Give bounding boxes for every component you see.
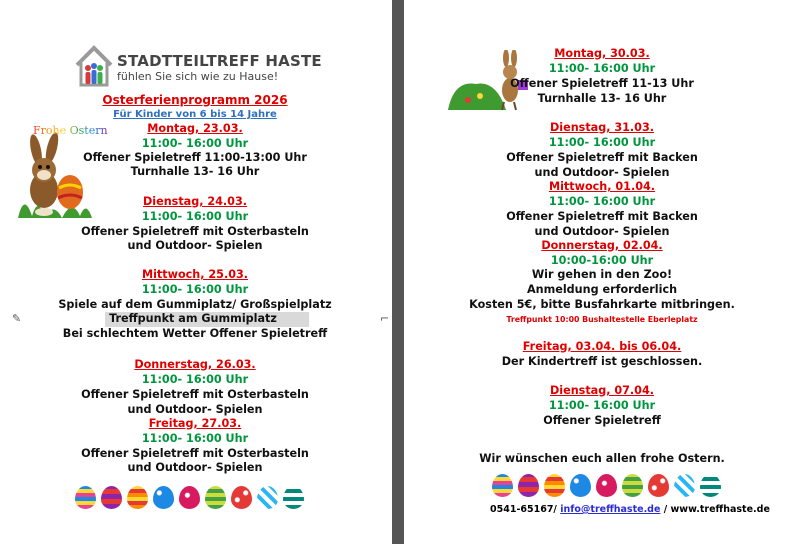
day-activity: Turnhalle 13- 16 Uhr [537, 92, 667, 105]
day-time: 11:00- 16:00 Uhr [141, 210, 249, 223]
easter-egg-icon [101, 486, 122, 509]
easter-egg-icon [153, 486, 174, 509]
day-activity: Offener Spieletreff mit Osterbasteln [81, 225, 309, 238]
comment-marker-icon[interactable]: ✎ [12, 312, 22, 325]
easter-egg-icon [596, 474, 617, 497]
easter-egg-icon [570, 474, 591, 497]
document-page-left [0, 0, 392, 544]
easter-egg-icon [622, 474, 643, 497]
easter-egg-icon [231, 486, 252, 509]
frohe-ostern-label: Frohe Ostern [33, 124, 108, 137]
easter-egg-row [75, 486, 304, 509]
easter-egg-icon [283, 486, 304, 509]
day-date: Freitag, 27.03. [148, 417, 242, 430]
day-activity: und Outdoor- Spielen [127, 403, 263, 416]
program-subheading: Für Kinder von 6 bis 14 Jahre [113, 109, 277, 120]
easter-egg-row [492, 474, 721, 497]
contact-footer [490, 504, 770, 515]
day-date: Dienstag, 07.04. [549, 384, 655, 397]
day-activity-highlighted: Treffpunkt am Gummiplatz [105, 312, 309, 327]
easter-egg-icon [205, 486, 226, 509]
easter-egg-icon [492, 474, 513, 497]
day-activity: Der Kindertreff ist geschlossen. [501, 355, 703, 368]
document-page-right [404, 0, 800, 544]
day-activity: Spiele auf dem Gummiplatz/ Großspielplatz [58, 298, 332, 311]
day-time: 11:00- 16:00 Uhr [548, 136, 656, 149]
day-activity: Offener Spieletreff mit Osterbasteln [81, 388, 309, 401]
easter-egg-icon [544, 474, 565, 497]
logo-subtitle: fühlen Sie sich wie zu Hause! [117, 70, 279, 83]
easter-egg-icon [127, 486, 148, 509]
day-date: Mittwoch, 25.03. [141, 268, 249, 281]
day-activity: Anmeldung erforderlich [526, 283, 678, 296]
footer-phone: 0541-65167/ [490, 504, 561, 515]
day-time: 11:00- 16:00 Uhr [141, 137, 249, 150]
day-activity: Offener Spieletreff [543, 414, 661, 427]
day-activity: Offener Spieletreff mit Backen [506, 210, 698, 223]
day-time: 11:00- 16:00 Uhr [141, 373, 249, 386]
easter-egg-icon [648, 474, 669, 497]
meeting-point-note: Treffpunkt 10:00 Bushaltestelle Eberleplatz [506, 315, 698, 324]
easter-egg-icon [75, 486, 96, 509]
easter-bunny-icon [14, 132, 96, 222]
day-time: 10:00-16:00 Uhr [550, 254, 654, 267]
footer-website[interactable]: / www.treffhaste.de [663, 504, 770, 515]
day-activity: Turnhalle 13- 16 Uhr [130, 165, 260, 178]
day-activity: und Outdoor- Spielen [534, 225, 670, 238]
day-date: Montag, 30.03. [554, 47, 650, 60]
footer-email-link[interactable]: info@treffhaste.de [560, 504, 661, 515]
day-date: Donnerstag, 02.04. [541, 239, 663, 252]
easter-egg-icon [674, 474, 695, 497]
easter-egg-icon [179, 486, 200, 509]
day-time: 11:00- 16:00 Uhr [548, 62, 656, 75]
closing-greeting: Wir wünschen euch allen frohe Ostern. [479, 452, 725, 465]
day-activity: Offener Spieletreff 11-13 Uhr [510, 77, 694, 90]
easter-egg-icon [518, 474, 539, 497]
day-activity: und Outdoor- Spielen [127, 239, 263, 252]
day-activity: Bei schlechtem Wetter Offener Spieletreff [62, 327, 328, 340]
logo-title: STADTTEILTREFF HASTE [117, 52, 322, 70]
day-date: Donnerstag, 26.03. [134, 358, 256, 371]
day-date: Dienstag, 24.03. [142, 195, 248, 208]
day-activity: und Outdoor- Spielen [127, 461, 263, 474]
day-activity: Kosten 5€, bitte Busfahrkarte mitbringen. [469, 298, 735, 311]
day-activity: Offener Spieletreff 11:00-13:00 Uhr [83, 151, 307, 164]
house-logo-icon [74, 44, 114, 88]
easter-egg-icon [257, 486, 278, 509]
day-time: 11:00- 16:00 Uhr [141, 283, 249, 296]
day-activity: Offener Spieletreff mit Osterbasteln [81, 447, 309, 460]
day-time: 11:00- 16:00 Uhr [548, 195, 656, 208]
day-date: Mittwoch, 01.04. [548, 180, 656, 193]
day-activity: Offener Spieletreff mit Backen [506, 151, 698, 164]
day-date: Montag, 23.03. [147, 122, 243, 135]
easter-egg-icon [700, 474, 721, 497]
program-heading: Osterferienprogramm 2026 [102, 93, 288, 107]
day-time: 11:00- 16:00 Uhr [548, 399, 656, 412]
day-time: 11:00- 16:00 Uhr [141, 432, 249, 445]
day-activity: Wir gehen in den Zoo! [531, 268, 673, 281]
day-activity: und Outdoor- Spielen [534, 166, 670, 179]
page-gutter [392, 0, 404, 544]
day-date: Dienstag, 31.03. [549, 121, 655, 134]
comment-marker-icon[interactable]: ⌐ [380, 312, 390, 325]
day-date: Freitag, 03.04. bis 06.04. [522, 340, 682, 353]
